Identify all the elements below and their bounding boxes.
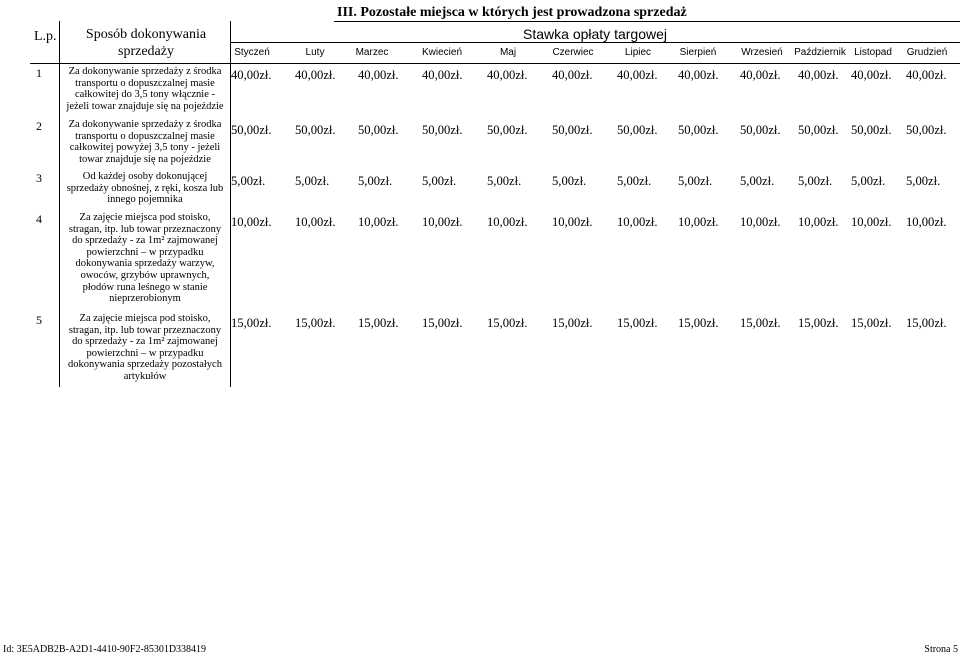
month-header: Czerwiec (552, 47, 594, 58)
page-number: Strona 5 (924, 644, 958, 655)
fee-value: 15,00zł. (358, 316, 399, 330)
fee-value: 5,00zł. (231, 174, 266, 188)
description-line: towar znajduje się na pojeździe (79, 153, 211, 165)
fee-value: 50,00zł. (422, 123, 463, 137)
fee-value: 15,00zł. (552, 316, 593, 330)
fee-value: 40,00zł. (358, 68, 399, 82)
fee-value: 15,00zł. (798, 316, 839, 330)
fee-value: 15,00zł. (231, 316, 272, 330)
fee-value: 40,00zł. (231, 68, 272, 82)
fee-value: 5,00zł. (422, 174, 457, 188)
fee-value: 10,00zł. (552, 215, 593, 229)
description-line: Od każdej osoby dokonującej (82, 171, 208, 182)
description-line: nieprzerobionym (109, 293, 181, 305)
row-number: 2 (36, 119, 42, 133)
month-header: Grudzień (906, 47, 948, 58)
fee-value: 40,00zł. (552, 68, 593, 82)
fee-value: 50,00zł. (552, 123, 593, 137)
fee-value: 10,00zł. (422, 215, 463, 229)
fee-value: 50,00zł. (740, 123, 781, 137)
fee-value: 15,00zł. (851, 316, 892, 330)
fee-value: 5,00zł. (798, 174, 833, 188)
description-line: owoców, grzybów uprawnych, (80, 269, 210, 281)
fee-value: 50,00zł. (231, 123, 272, 137)
description-line: całkowitej powyżej 3,5 tony - jeżeli (69, 142, 221, 154)
fee-value: 50,00zł. (906, 123, 947, 137)
header-bottom-rule (30, 63, 960, 64)
fee-value: 5,00zł. (678, 174, 713, 188)
row-description (62, 171, 228, 206)
description-line: Za dokonywanie sprzedaży z środka (68, 119, 222, 130)
fee-value: 40,00zł. (851, 68, 892, 82)
fee-value: 5,00zł. (295, 174, 330, 188)
description-line: dokonywania sprzedaży pozostałych (68, 359, 222, 371)
fee-value: 5,00zł. (906, 174, 941, 188)
fee-value: 5,00zł. (740, 174, 775, 188)
fee-value: 40,00zł. (740, 68, 781, 82)
document-id: Id: 3E5ADB2B-A2D1-4410-90F2-85301D338419 (3, 644, 207, 655)
fee-value: 50,00zł. (358, 123, 399, 137)
fee-value: 10,00zł. (906, 215, 947, 229)
section-title: III. Pozostałe miejsca w których jest prowadzona sprzedaż (337, 5, 687, 20)
month-header: Kwiecień (421, 47, 463, 58)
fee-value: 40,00zł. (906, 68, 947, 82)
description-line: artykułów (123, 370, 167, 382)
row-number: 1 (36, 66, 42, 80)
fee-value: 15,00zł. (422, 316, 463, 330)
lp-separator (59, 21, 60, 387)
description-line: sprzedaży obnośnej, z ręki, kosza lub (66, 182, 224, 194)
fee-value: 50,00zł. (798, 123, 839, 137)
fee-value: 5,00zł. (487, 174, 522, 188)
header-lp: L.p. (34, 29, 57, 44)
fee-value: 15,00zł. (617, 316, 658, 330)
fee-value: 5,00zł. (358, 174, 393, 188)
fee-value: 40,00zł. (487, 68, 528, 82)
description-line: stragan, itp. lub towar przeznaczony (68, 223, 222, 235)
row-number: 3 (36, 171, 42, 185)
description-line: do sprzedaży - za 1m² zajmowanej (72, 336, 218, 348)
fee-value: 10,00zł. (231, 215, 272, 229)
fee-value: 10,00zł. (617, 215, 658, 229)
header-rate: Stawka opłaty targowej (523, 26, 667, 42)
stawka-rule (230, 42, 960, 43)
fee-value: 40,00zł. (295, 68, 336, 82)
description-line: dokonywania sprzedaży warzyw, (75, 258, 215, 270)
fee-value: 50,00zł. (678, 123, 719, 137)
description-line: powierzchni – w przypadku (86, 246, 204, 258)
description-line: płodów runa leśnego w stanie (82, 281, 208, 293)
fee-value: 40,00zł. (678, 68, 719, 82)
description-line: Za zajęcie miejsca pod stoisko, (79, 313, 211, 324)
fee-value: 40,00zł. (617, 68, 658, 82)
description-line: jeżeli towar znajduje się na pojeździe (66, 100, 224, 112)
fee-value: 40,00zł. (798, 68, 839, 82)
header-method: Sposób dokonywania sprzedaży (85, 27, 207, 59)
description-line: stragan, itp. lub towar przeznaczony (68, 324, 222, 336)
month-header: Listopad (854, 47, 892, 58)
fee-value: 10,00zł. (851, 215, 892, 229)
fee-value: 10,00zł. (678, 215, 719, 229)
month-header: Maj (499, 47, 517, 58)
fee-value: 5,00zł. (851, 174, 886, 188)
fee-value: 15,00zł. (906, 316, 947, 330)
fee-value: 15,00zł. (487, 316, 528, 330)
description-line: powierzchni – w przypadku (86, 347, 204, 359)
fee-value: 10,00zł. (740, 215, 781, 229)
month-header: Luty (305, 47, 325, 58)
description-line: Za zajęcie miejsca pod stoisko, (79, 212, 211, 223)
month-header: Październik (794, 47, 846, 58)
fee-value: 50,00zł. (851, 123, 892, 137)
row-number: 4 (36, 212, 42, 226)
fee-value: 10,00zł. (358, 215, 399, 229)
month-header: Marzec (355, 47, 389, 58)
fee-value: 5,00zł. (552, 174, 587, 188)
description-line: innego pojemnika (107, 194, 183, 206)
description-line: do sprzedaży - za 1m² zajmowanej (72, 235, 218, 247)
description-line: całkowitej do 3,5 tony włącznie - (75, 89, 215, 101)
row-number: 5 (36, 313, 42, 327)
month-header: Styczeń (234, 47, 270, 58)
row-description (62, 66, 228, 112)
fee-value: 50,00zł. (487, 123, 528, 137)
description-line: transportu o dopuszczalnej masie (75, 77, 215, 89)
fee-value: 10,00zł. (798, 215, 839, 229)
fee-value: 5,00zł. (617, 174, 652, 188)
row-description (62, 119, 228, 165)
top-rule (334, 21, 960, 22)
description-line: transportu o dopuszczalnej masie (75, 130, 215, 142)
fee-value: 15,00zł. (678, 316, 719, 330)
fee-value: 15,00zł. (295, 316, 336, 330)
fee-value: 10,00zł. (487, 215, 528, 229)
row-description (62, 212, 228, 305)
description-line: Za dokonywanie sprzedaży z środka (68, 66, 222, 77)
fee-value: 50,00zł. (617, 123, 658, 137)
month-header: Lipiec (624, 47, 652, 58)
row-description (62, 313, 228, 383)
fee-value: 40,00zł. (422, 68, 463, 82)
fee-value: 50,00zł. (295, 123, 336, 137)
fee-value: 10,00zł. (295, 215, 336, 229)
fee-value: 15,00zł. (740, 316, 781, 330)
month-header: Sierpień (679, 47, 717, 58)
month-header: Wrzesień (741, 47, 783, 58)
